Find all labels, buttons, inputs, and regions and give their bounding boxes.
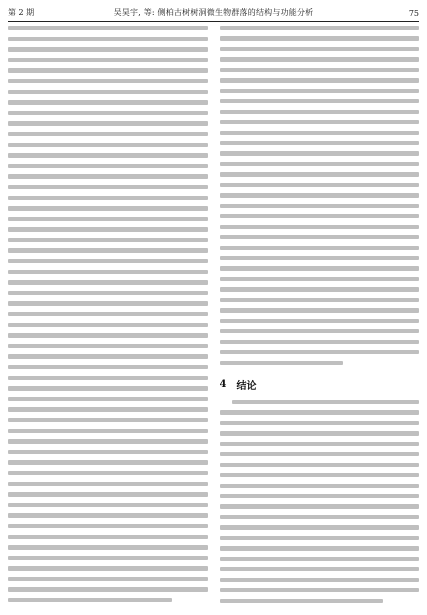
text-line	[220, 504, 420, 508]
text-line	[8, 577, 208, 581]
text-line	[220, 120, 420, 124]
text-line	[220, 567, 420, 571]
text-line	[220, 557, 420, 561]
text-line	[220, 162, 420, 166]
text-line	[8, 79, 208, 83]
text-line	[220, 546, 420, 550]
text-line	[8, 376, 208, 380]
text-line	[8, 492, 208, 496]
issue-label: 第 2 期	[8, 8, 35, 17]
text-line	[220, 578, 420, 582]
text-line	[220, 494, 420, 498]
text-line	[8, 386, 208, 390]
text-line	[8, 397, 208, 401]
text-line	[220, 256, 420, 260]
text-line	[8, 301, 208, 305]
text-line	[8, 333, 208, 337]
text-line	[8, 100, 208, 104]
text-line	[8, 47, 208, 51]
text-line	[220, 266, 420, 270]
running-header	[8, 6, 419, 22]
page-number: 75	[408, 9, 419, 18]
text-line	[220, 473, 420, 477]
text-line	[8, 460, 208, 464]
text-line	[8, 111, 208, 115]
text-line	[8, 26, 208, 30]
text-line	[220, 131, 420, 135]
text-line	[8, 450, 208, 454]
section-heading	[220, 377, 420, 392]
text-line	[220, 340, 420, 344]
text-line	[220, 452, 420, 456]
text-line	[220, 99, 420, 103]
text-line	[220, 350, 420, 354]
text-line	[220, 193, 420, 197]
left-column	[8, 26, 208, 609]
text-line	[8, 323, 208, 327]
text-line	[8, 280, 208, 284]
text-line	[220, 57, 420, 61]
text-line	[220, 183, 420, 187]
text-line	[8, 248, 208, 252]
text-line	[220, 172, 420, 176]
text-line	[8, 58, 208, 62]
text-line	[8, 196, 208, 200]
text-line	[8, 407, 208, 411]
text-line	[8, 503, 208, 507]
text-line	[8, 482, 208, 486]
text-line	[8, 270, 208, 274]
text-line	[220, 246, 420, 250]
running-title: 吴昊宇, 等: 侧柏古树树洞微生物群落的结构与功能分析	[113, 8, 314, 17]
text-line	[8, 174, 208, 178]
text-line	[8, 535, 208, 539]
text-line	[220, 525, 420, 529]
text-line	[220, 36, 420, 40]
text-line	[220, 536, 420, 540]
text-line	[8, 545, 208, 549]
text-line	[8, 513, 208, 517]
text-line	[220, 463, 420, 467]
text-line	[220, 421, 420, 425]
text-line	[8, 418, 208, 422]
text-line	[220, 599, 384, 603]
text-line	[8, 185, 208, 189]
text-line	[8, 90, 208, 94]
text-line	[220, 442, 420, 446]
text-line	[220, 588, 420, 592]
text-line	[8, 344, 208, 348]
section-number: 4	[219, 378, 227, 390]
text-line	[8, 524, 208, 528]
text-line	[8, 429, 208, 433]
text-line	[220, 361, 344, 365]
text-line	[8, 439, 208, 443]
text-line	[8, 132, 208, 136]
text-line	[8, 217, 208, 221]
text-line	[220, 225, 420, 229]
text-line	[220, 308, 420, 312]
text-line	[220, 78, 420, 82]
text-line	[8, 566, 208, 570]
text-line	[220, 110, 420, 114]
text-line	[220, 298, 420, 302]
text-line	[220, 235, 420, 239]
text-line	[220, 329, 420, 333]
text-line	[8, 143, 208, 147]
text-line	[8, 227, 208, 231]
text-line	[220, 89, 420, 93]
text-line	[8, 121, 208, 125]
text-line	[220, 151, 420, 155]
text-line	[8, 598, 172, 602]
text-line	[8, 471, 208, 475]
text-line	[8, 206, 208, 210]
text-line	[8, 354, 208, 358]
text-line	[220, 431, 420, 435]
text-line	[220, 47, 420, 51]
text-line	[220, 484, 420, 488]
text-line	[8, 365, 208, 369]
text-line	[220, 287, 420, 291]
text-line	[8, 37, 208, 41]
text-line	[8, 556, 208, 560]
text-line	[8, 291, 208, 295]
text-line	[220, 410, 420, 414]
right-column	[220, 26, 420, 609]
text-line	[220, 204, 420, 208]
text-line	[8, 238, 208, 242]
text-line	[220, 141, 420, 145]
text-line	[8, 164, 208, 168]
text-line	[8, 259, 208, 263]
text-line	[8, 68, 208, 72]
text-line	[220, 214, 420, 218]
section-title: 结论	[236, 380, 257, 392]
text-line	[220, 26, 420, 30]
text-line	[8, 312, 208, 316]
text-line	[232, 400, 420, 404]
text-line	[8, 153, 208, 157]
text-line	[220, 68, 420, 72]
text-line	[8, 587, 208, 591]
two-column-body	[8, 26, 419, 609]
text-line	[220, 277, 420, 281]
text-line	[220, 319, 420, 323]
text-line	[220, 515, 420, 519]
